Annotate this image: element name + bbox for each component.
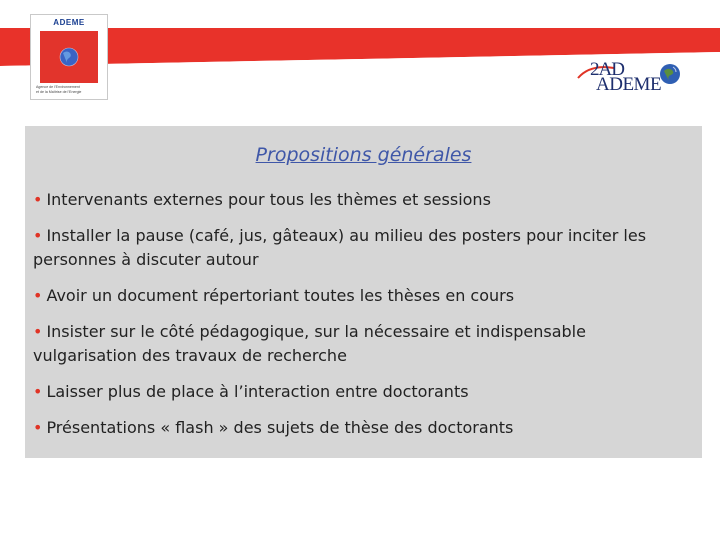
list-item [33,188,683,212]
content-panel [25,126,702,458]
bullet-list [33,188,683,452]
bullet-icon: • [33,382,43,401]
list-item [33,380,683,404]
bullet-icon: • [33,286,43,305]
list-item [33,224,683,272]
list-item-text: Avoir un document répertoriant toutes les thèses en cours [46,286,515,305]
logo-emblem [40,31,98,83]
2ademe-logo [576,60,704,100]
globe-icon [40,31,98,83]
bullet-icon: • [33,226,43,245]
logo-title: ADEME [53,18,85,27]
list-item-text: Intervenants externes pour tous les thèmes et sessions [46,190,491,209]
list-item-text: Laisser plus de place à l’interaction entre doctorants [46,382,469,401]
list-item-text: Présentations « flash » des sujets de thèse des doctorants [46,418,514,437]
logo-subtitle-line1: Agence de l'Environnement [36,85,80,89]
bullet-icon: • [33,322,43,341]
logo-subtitle [36,85,104,95]
bullet-icon: • [33,418,43,437]
list-item-text: Insister sur le côté pédagogique, sur la nécessaire et indispensable vulgarisation des travaux de recherche [33,322,586,365]
2ademe-logo-bottom: ADEME [596,74,662,95]
bullet-icon: • [33,190,43,209]
logo-subtitle-line2: et de la Maîtrise de l'Energie [36,90,82,94]
panel-title: Propositions générales [255,144,472,166]
2ademe-logo-top: 2AD [590,59,624,80]
list-item-text: Installer la pause (café, jus, gâteaux) au milieu des posters pour inciter les personnes à discuter autour [33,226,647,269]
earth-icon [658,62,682,86]
list-item [33,416,683,440]
list-item [33,320,683,368]
list-item [33,284,683,308]
ademe-logo [30,14,108,100]
